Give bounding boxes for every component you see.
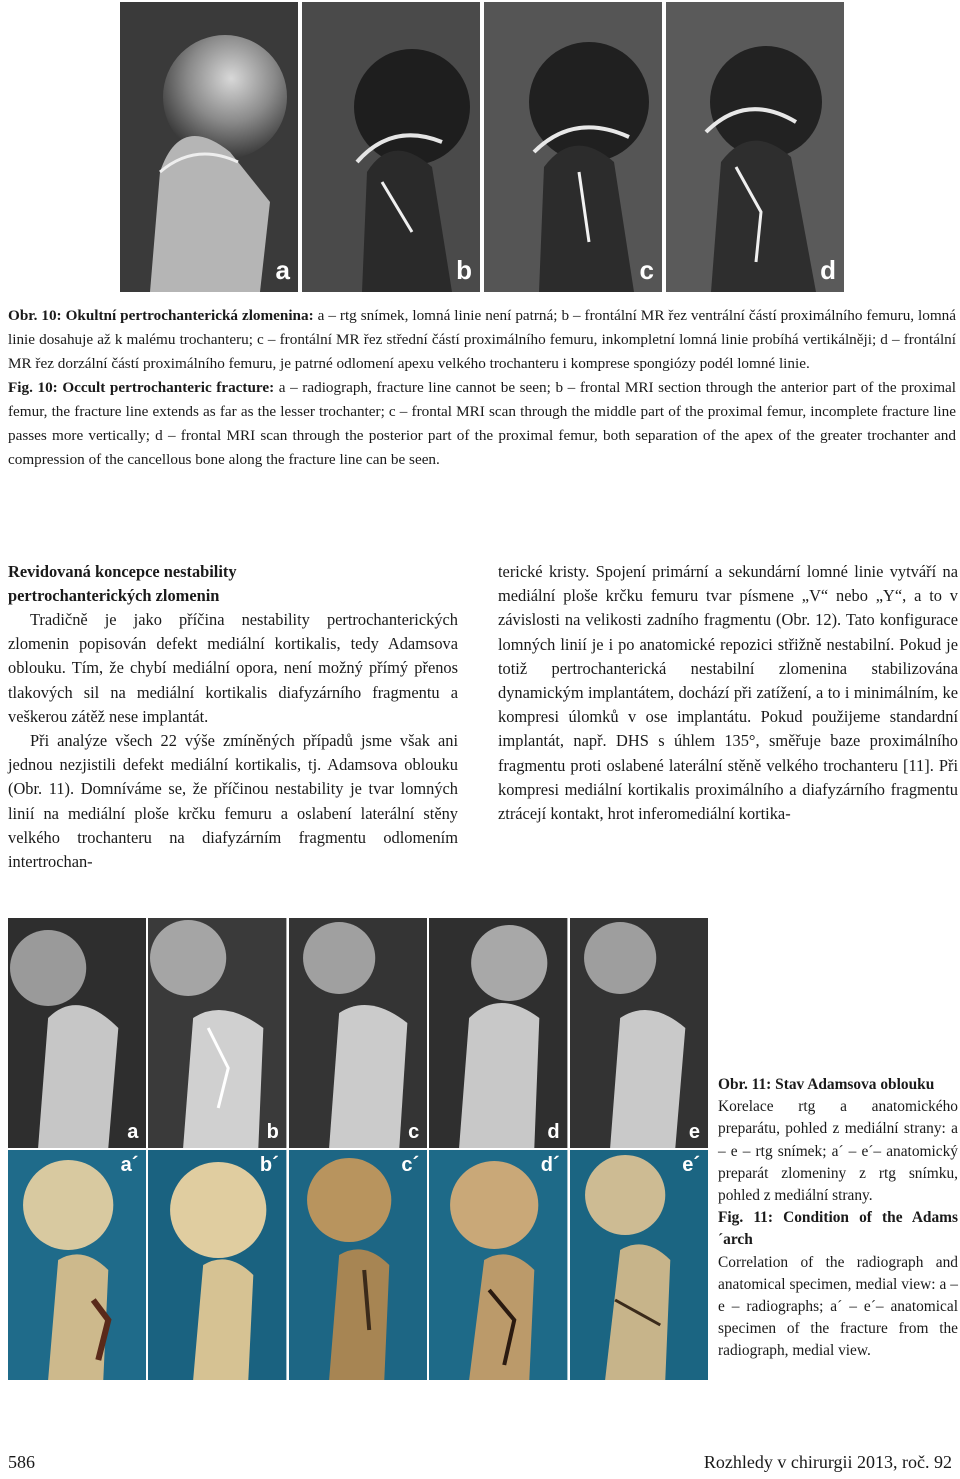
specimen-d: [429, 1150, 567, 1380]
specimen-image: [570, 1150, 708, 1380]
figure-10-panel-b: [302, 2, 480, 292]
panel-label: d´: [540, 1154, 560, 1176]
paragraph: Při analýze všech 22 výše zmíněných případů jsme však ani jednou nezjistili defekt mediální kortikalis, tj. Adamsova oblouku (Obr. 11). Domníváme se, že příčinou nestability je tvar lomných linií na mediální ploše krčku femuru a oslabení laterální stěny velkého trochanteru na diafyzárním fragmentu odlomením intertrochan-: [8, 731, 458, 872]
left-column: [8, 560, 458, 874]
panel-label: b: [266, 1121, 279, 1143]
page-number: 586: [8, 1452, 35, 1472]
radiograph-a: [8, 918, 146, 1148]
specimen-image: [148, 1150, 286, 1380]
caption-english: [8, 376, 956, 472]
specimen-row: [8, 1150, 708, 1380]
mri-image: [302, 2, 480, 292]
caption-text: Korelace rtg a anatomického preparátu, pohled z mediální strany: a – e – rtg snímek; a´ – e´– anatomický preparát zlomeniny z rtg snímku, pohled z mediální strany.: [718, 1098, 958, 1205]
caption-head: Fig. 11: Condition of the Adams´arch: [718, 1209, 958, 1249]
figure-11-caption: [718, 1074, 958, 1363]
radiograph-b: [148, 918, 286, 1148]
radiograph-d: [429, 918, 567, 1148]
panel-label: b´: [259, 1154, 279, 1176]
panel-label: a´: [120, 1154, 139, 1176]
radiograph-c: [289, 918, 427, 1148]
caption-head: Obr. 11: Stav Adamsova oblouku: [718, 1076, 935, 1093]
panel-label: d: [547, 1121, 560, 1143]
figure-10-panel-a: [120, 2, 298, 292]
panel-label: a: [127, 1121, 139, 1143]
panel-label: b: [456, 255, 472, 285]
figure-10-caption: [8, 304, 956, 472]
radiograph-image: [289, 918, 427, 1148]
radiograph-e: [570, 918, 708, 1148]
radiograph-image: [120, 2, 298, 292]
caption-head: Obr. 10: Okultní pertrochanterická zlomenina:: [8, 307, 314, 324]
mri-image: [484, 2, 662, 292]
figure-10-panel-c: [484, 2, 662, 292]
paragraph: terické kristy. Spojení primární a sekundární lomné linie vytváří na mediální ploše krčku femuru tvar písmene „V“ nebo „Y“, a to v závislosti na velikosti zadního fragmentu (Obr. 12). Tato konfigurace lomných linií je i po anatomické repozici střižně nestabilní. Pokud je totiž pertrochanterická nestabilní zlomenina stabilizována dynamickým implantátem, dochází při zatížení, a to i minimálním, ke kompresi úlomků v ose implantátu. Pokud použijeme standardní implantát, např. DHS s úhlem 135°, směřuje baze proximálního fragmentu proti oslabené laterální stěně velkého trochanteru [11]. Při kompresi mediální kortikalis proximálního a diafyzárního fragmentu ztrácejí kontakt, hrot inferomediální kortika-: [498, 562, 958, 824]
caption-head: Fig. 10: Occult pertrochanteric fracture:: [8, 379, 275, 396]
radiograph-image: [148, 918, 286, 1148]
specimen-b: [148, 1150, 286, 1380]
mri-image: [666, 2, 844, 292]
panel-label: a: [275, 255, 290, 285]
figure-10-images: [120, 2, 844, 292]
radiograph-image: [570, 918, 708, 1148]
figure-10-panel-d: [666, 2, 844, 292]
specimen-e: [570, 1150, 708, 1380]
panel-label: e: [688, 1121, 701, 1143]
panel-label: c: [408, 1121, 420, 1143]
heading-line: Revidovaná koncepce nestability: [8, 562, 237, 581]
panel-label: c: [639, 255, 654, 285]
panel-label: d: [820, 255, 836, 285]
specimen-image: [8, 1150, 146, 1380]
specimen-image: [429, 1150, 567, 1380]
radiograph-image: [8, 918, 146, 1148]
panel-label: c´: [401, 1154, 420, 1176]
radiograph-row: [8, 918, 708, 1148]
specimen-a: [8, 1150, 146, 1380]
caption-text: a – radiograph, fracture line cannot be seen; b – frontal MRI section through the anterior part of the proximal femur, the fracture line extends as far as the lesser trochanter; c – frontal MRI scan through the middle part of the proximal femur, incomplete fracture line passes more vertically; d – frontal MRI scan through the posterior part of the proximal femur, both separation of the apex of the greater trochanter and compression of the cancellous bone along the fracture line can be seen.: [8, 379, 957, 468]
caption-text: a – rtg snímek, lomná linie není patrná; b – frontální MR řez ventrální částí proximálního femuru, lomná linie dosahuje až k malému trochanteru; c – frontální MR řez střední částí proximálního femuru, inkompletní lomná linie probíhá vertikálněji; d – frontální MR řez dorzální částí proximálního femuru, je patrné odlomení apexu velkého trochanteru i komprese spongiózy podél lomné linie.: [8, 307, 957, 372]
caption-czech: [8, 304, 956, 376]
section-heading: [8, 560, 458, 608]
journal-name: Rozhledy v chirurgii 2013, roč. 92: [703, 1452, 952, 1472]
right-column: [498, 560, 958, 826]
figure-11-images: [8, 918, 708, 1380]
radiograph-image: [429, 918, 567, 1148]
specimen-image: [289, 1150, 427, 1380]
specimen-c: [289, 1150, 427, 1380]
heading-line: pertrochanterických zlomenin: [8, 586, 220, 605]
caption-text: Correlation of the radiograph and anatomical specimen, medial view: a – e – radiographs; a´ – e´– anatomical specimen of the fracture from the radiograph, medial view.: [718, 1253, 958, 1360]
panel-label: e´: [682, 1154, 701, 1176]
paragraph: Tradičně je jako příčina nestability pertrochanterických zlomenin popisován defekt mediální kortikalis, tedy Adamsova oblouku. Tím, že chybí mediální opora, není možný přímý přenos tlakových sil na mediální kortikalis diafyzárního fragmentu a veškerou zátěž nese implantát.: [8, 610, 458, 726]
